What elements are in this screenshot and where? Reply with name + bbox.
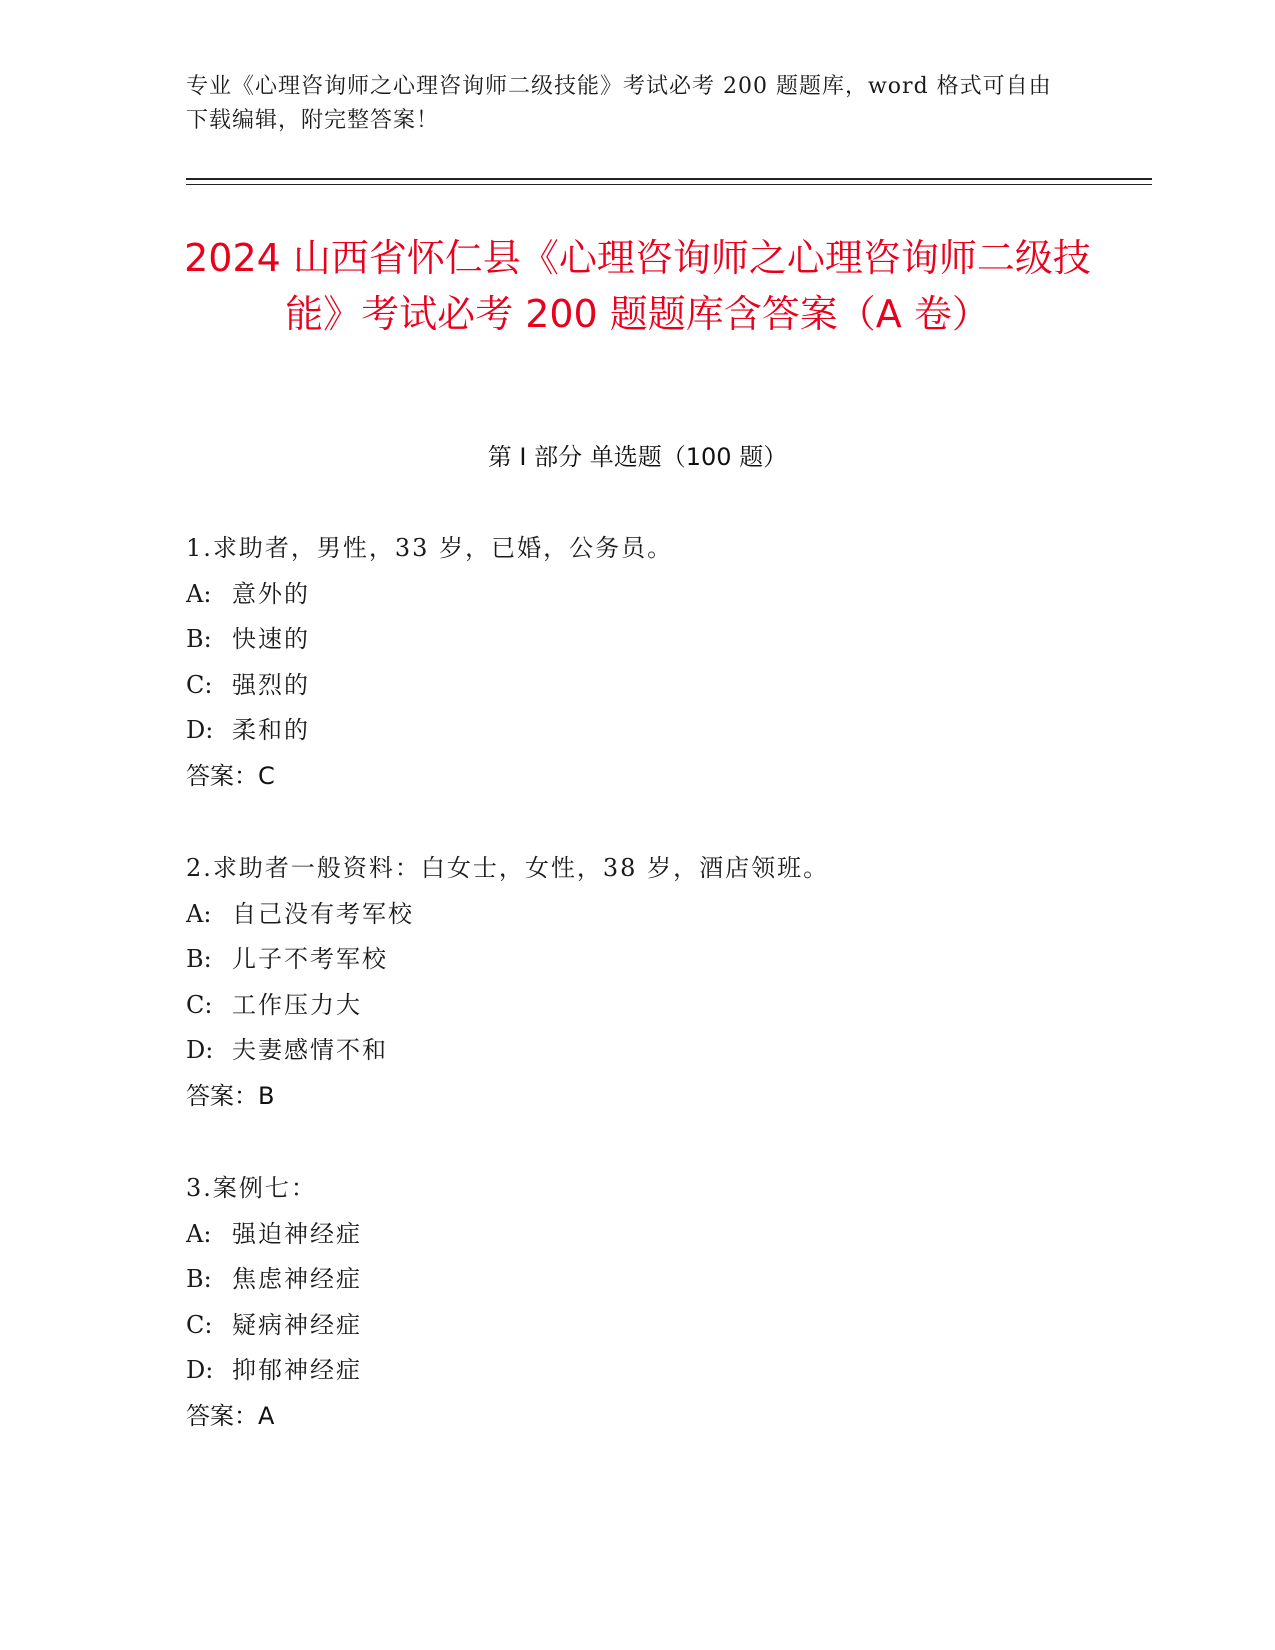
option-c [186, 1303, 1146, 1349]
option-letter: B: [186, 625, 212, 653]
option-letter: A: [186, 1219, 212, 1248]
option-a [186, 572, 1146, 618]
option-letter: A: [186, 579, 212, 608]
option-text: 儿子不考军校 [232, 945, 388, 973]
option-c [186, 983, 1146, 1029]
question-stem: 3.案例七： [186, 1174, 317, 1202]
option-letter: A: [186, 899, 212, 928]
option-text: 快速的 [232, 625, 310, 653]
option-text: 柔和的 [232, 716, 310, 744]
answer-line: 答案：C [186, 761, 275, 790]
option-letter: D: [186, 716, 214, 744]
question-list [186, 526, 1146, 1486]
answer-line: 答案：B [186, 1081, 275, 1110]
option-d [186, 708, 1146, 754]
option-a [186, 1212, 1146, 1258]
option-letter: C: [186, 670, 213, 699]
section-heading: 第 I 部分 单选题（100 题） [487, 443, 788, 471]
header-divider-thick [186, 178, 1152, 180]
option-text: 意外的 [232, 579, 310, 608]
header-divider-thin [186, 184, 1152, 185]
option-letter: B: [186, 945, 212, 973]
option-d [186, 1028, 1146, 1074]
option-letter: B: [186, 1265, 212, 1293]
question-1 [186, 526, 1146, 799]
header-note: 专业《心理咨询师之心理咨询师二级技能》考试必考 200 题题库，word 格式可自由下载编辑，附完整答案！ [186, 74, 1052, 133]
option-letter: D: [186, 1036, 214, 1064]
question-2 [186, 846, 1146, 1119]
option-letter: C: [186, 1310, 213, 1339]
question-stem: 2.求助者一般资料：白女士，女性，38 岁，酒店领班。 [186, 854, 830, 882]
option-c [186, 663, 1146, 709]
option-b [186, 937, 1146, 983]
option-letter: C: [186, 990, 213, 1019]
option-text: 抑郁神经症 [232, 1356, 362, 1384]
option-letter: D: [186, 1356, 214, 1384]
document-title: 2024 山西省怀仁县《心理咨询师之心理咨询师二级技能》考试必考 200 题题库含答案（A 卷） [184, 236, 1091, 336]
option-d [186, 1348, 1146, 1394]
option-text: 疑病神经症 [232, 1310, 362, 1339]
question-3 [186, 1166, 1146, 1439]
option-a [186, 892, 1146, 938]
option-b [186, 1257, 1146, 1303]
option-text: 强迫神经症 [232, 1219, 362, 1248]
option-text: 强烈的 [232, 670, 310, 699]
option-text: 自己没有考军校 [232, 899, 414, 928]
option-b [186, 617, 1146, 663]
question-stem: 1.求助者，男性，33 岁，已婚，公务员。 [186, 534, 674, 562]
answer-line: 答案：A [186, 1401, 275, 1430]
option-text: 夫妻感情不和 [232, 1036, 388, 1064]
option-text: 焦虑神经症 [232, 1265, 362, 1293]
option-text: 工作压力大 [232, 990, 362, 1019]
